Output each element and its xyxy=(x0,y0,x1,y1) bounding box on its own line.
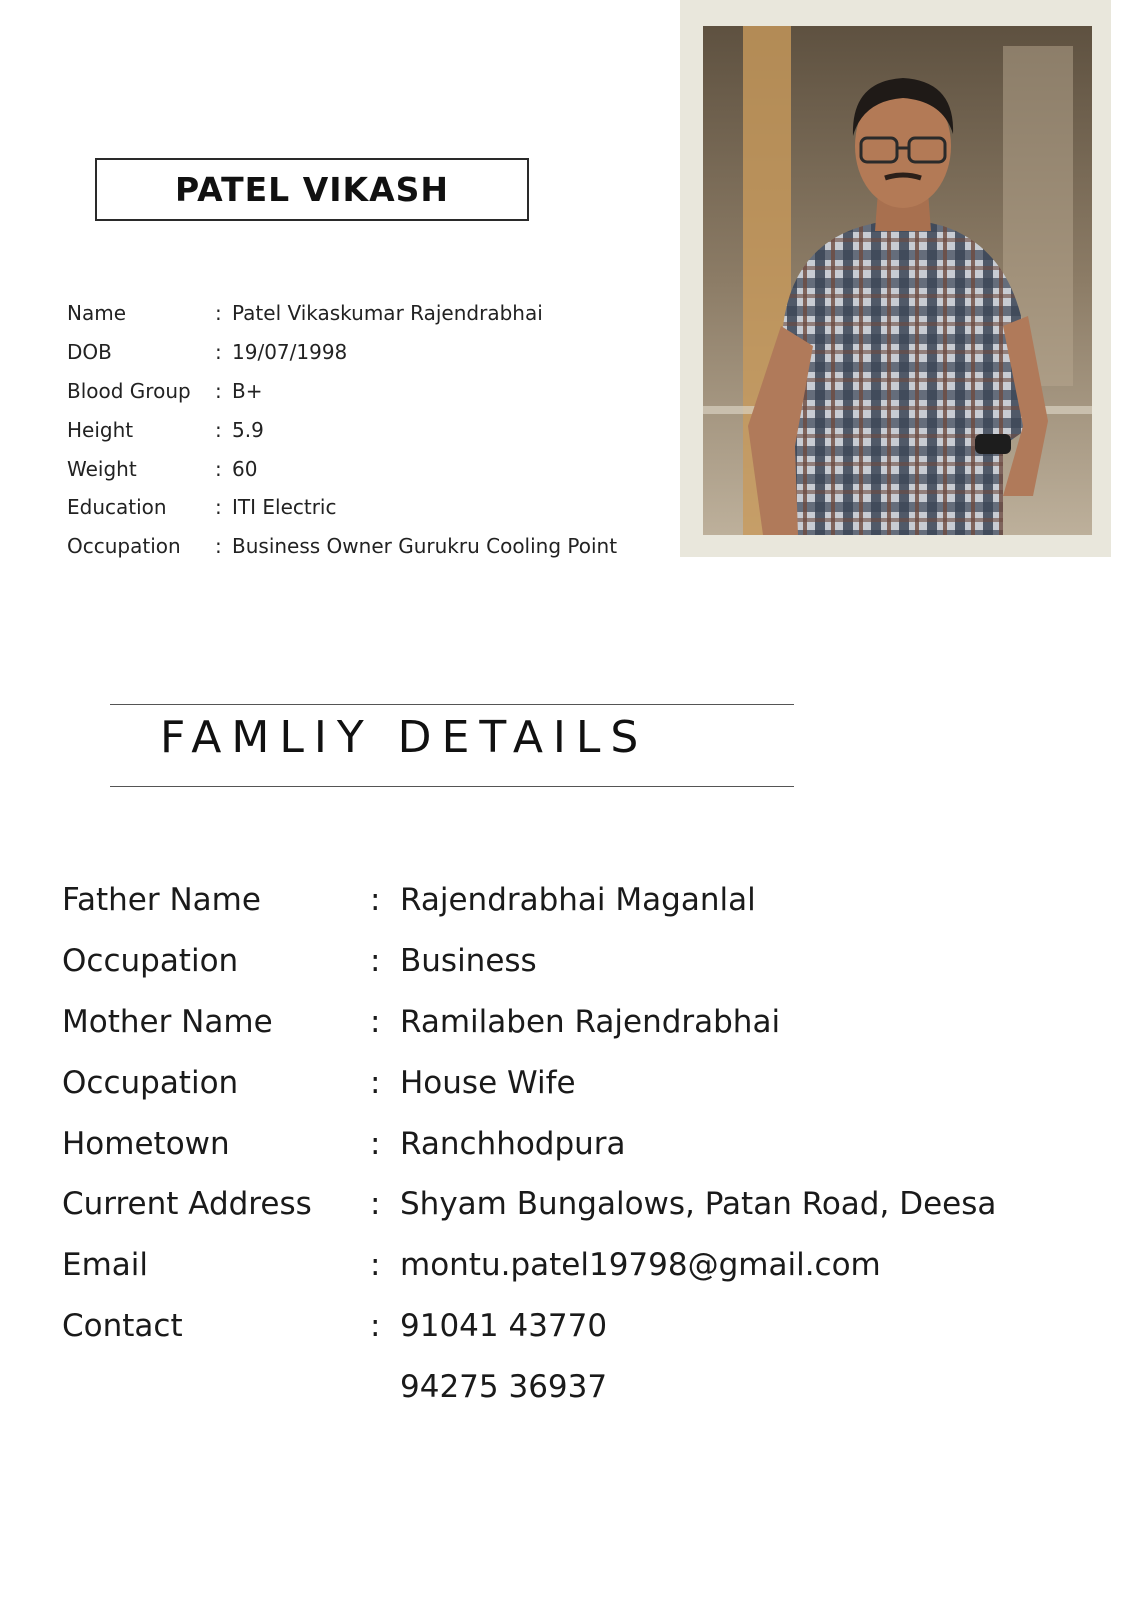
info-row-weight xyxy=(67,449,617,488)
personal-info xyxy=(67,294,617,566)
family-row-father-name xyxy=(62,870,996,931)
family-value: Rajendrabhai Maganlal xyxy=(400,882,756,919)
family-row-mother-occupation xyxy=(62,1052,996,1113)
family-label: Occupation xyxy=(62,1064,239,1101)
family-row-father-occupation xyxy=(62,931,996,992)
photo-frame xyxy=(680,0,1111,557)
family-label: Hometown xyxy=(62,1125,230,1162)
info-colon: : xyxy=(215,534,222,559)
family-details xyxy=(62,870,996,1417)
info-colon: : xyxy=(215,340,222,365)
family-label: Mother Name xyxy=(62,1003,273,1040)
info-row-occupation xyxy=(67,527,617,566)
family-label: Father Name xyxy=(62,882,261,919)
family-row-current-address xyxy=(62,1174,996,1235)
info-row-height xyxy=(67,410,617,449)
family-colon: : xyxy=(370,1064,381,1101)
info-row-dob xyxy=(67,333,617,372)
family-colon: : xyxy=(370,1125,381,1162)
family-value: montu.patel19798@gmail.com xyxy=(400,1247,881,1284)
family-row-contact xyxy=(62,1296,996,1357)
info-row-education xyxy=(67,488,617,527)
info-label: Blood Group xyxy=(67,378,191,403)
family-value: House Wife xyxy=(400,1064,576,1101)
family-value: 91041 43770 xyxy=(400,1307,608,1344)
family-label: Contact xyxy=(62,1307,183,1344)
family-colon: : xyxy=(370,882,381,919)
family-value: Ranchhodpura xyxy=(400,1125,626,1162)
family-row-mother-name xyxy=(62,992,996,1053)
info-row-blood-group xyxy=(67,372,617,411)
family-value: Shyam Bungalows, Patan Road, Deesa xyxy=(400,1186,997,1223)
family-value: 94275 36937 xyxy=(400,1368,608,1405)
info-value: ITI Electric xyxy=(232,495,337,520)
profile-title: PATEL VIKASH xyxy=(95,158,529,221)
info-colon: : xyxy=(215,456,222,481)
info-label: DOB xyxy=(67,340,112,365)
info-colon: : xyxy=(215,495,222,520)
profile-photo-illustration xyxy=(703,26,1092,535)
family-row-email xyxy=(62,1235,996,1296)
family-label: Occupation xyxy=(62,943,239,980)
info-value: Business Owner Gurukru Cooling Point xyxy=(232,534,618,559)
info-label: Name xyxy=(67,301,127,326)
info-value: Patel Vikaskumar Rajendrabhai xyxy=(232,301,543,326)
family-label: Email xyxy=(62,1247,149,1284)
family-colon: : xyxy=(370,1186,381,1223)
info-value: 5.9 xyxy=(232,417,264,442)
section-bottom-rule xyxy=(110,786,794,787)
info-value: 19/07/1998 xyxy=(232,340,348,365)
family-value: Business xyxy=(400,943,537,980)
family-details-heading: FAMLIY DETAILS xyxy=(160,712,649,763)
family-row-hometown xyxy=(62,1113,996,1174)
info-label: Weight xyxy=(67,456,137,481)
info-colon: : xyxy=(215,378,222,403)
profile-photo xyxy=(703,26,1092,535)
family-value: Ramilaben Rajendrabhai xyxy=(400,1003,781,1040)
family-colon: : xyxy=(370,943,381,980)
section-top-rule xyxy=(110,704,794,705)
info-label: Education xyxy=(67,495,167,520)
family-colon: : xyxy=(370,1247,381,1284)
family-label: Current Address xyxy=(62,1186,312,1223)
family-colon: : xyxy=(370,1307,381,1344)
info-label: Occupation xyxy=(67,534,181,559)
info-colon: : xyxy=(215,301,222,326)
family-row-contact-2 xyxy=(62,1356,996,1417)
info-colon: : xyxy=(215,417,222,442)
info-value: B+ xyxy=(232,378,263,403)
family-colon: : xyxy=(370,1003,381,1040)
info-row-name xyxy=(67,294,617,333)
info-value: 60 xyxy=(232,456,258,481)
info-label: Height xyxy=(67,417,134,442)
